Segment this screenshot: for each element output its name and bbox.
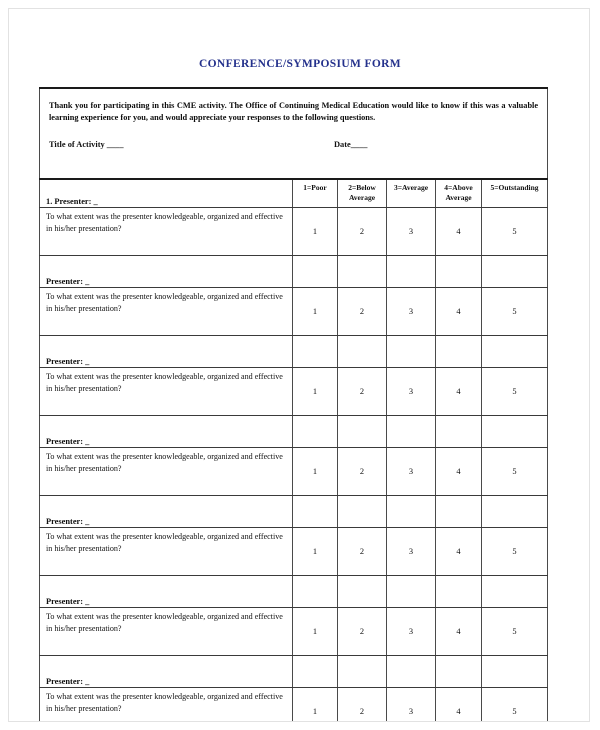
question-row — [40, 368, 548, 416]
question-text: To what extent was the presenter knowledgeable, organized and effective in his/her presentation? — [46, 692, 283, 713]
presenter-label: Presenter: _ — [46, 597, 90, 606]
question-row — [40, 608, 548, 656]
presenter-row — [40, 336, 548, 368]
rating-option-5[interactable]: 5 — [482, 528, 548, 576]
presenter-name-cell[interactable] — [40, 256, 293, 288]
rating-option-1[interactable]: 1 — [293, 208, 338, 256]
presenter-label: Presenter: _ — [46, 357, 90, 366]
rating-option-3[interactable]: 3 — [387, 448, 436, 496]
presenter-row — [40, 256, 548, 288]
presenter-row-spacer-cell — [293, 336, 338, 368]
question-cell — [40, 688, 293, 723]
rating-header-4: 4=Above Average — [436, 179, 482, 208]
presenter-row-spacer-cell — [436, 256, 482, 288]
question-text: To what extent was the presenter knowledgeable, organized and effective in his/her presentation? — [46, 612, 283, 633]
presenter-row-spacer-cell — [338, 256, 387, 288]
rating-option-5[interactable]: 5 — [482, 688, 548, 723]
question-row — [40, 208, 548, 256]
presenter-name-cell[interactable] — [40, 576, 293, 608]
question-row — [40, 688, 548, 723]
presenter-name-cell[interactable] — [40, 179, 293, 208]
rating-option-1[interactable]: 1 — [293, 368, 338, 416]
rating-option-4[interactable]: 4 — [436, 208, 482, 256]
rating-header-5: 5=Outstanding — [482, 179, 548, 208]
rating-option-1[interactable]: 1 — [293, 688, 338, 723]
rating-header-1: 1=Poor — [293, 179, 338, 208]
presenter-label: Presenter: _ — [46, 277, 90, 286]
rating-option-3[interactable]: 3 — [387, 608, 436, 656]
rating-option-2[interactable]: 2 — [338, 448, 387, 496]
rating-option-1[interactable]: 1 — [293, 288, 338, 336]
presenter-row-spacer-cell — [387, 256, 436, 288]
rating-option-3[interactable]: 3 — [387, 208, 436, 256]
rating-header-2: 2=Below Average — [338, 179, 387, 208]
presenter-name-cell[interactable] — [40, 336, 293, 368]
presenter-row-spacer-cell — [293, 256, 338, 288]
presenter-row-spacer-cell — [482, 496, 548, 528]
question-row — [40, 448, 548, 496]
presenter-row-spacer-cell — [436, 496, 482, 528]
rating-option-2[interactable]: 2 — [338, 288, 387, 336]
rating-option-2[interactable]: 2 — [338, 528, 387, 576]
question-text: To what extent was the presenter knowledgeable, organized and effective in his/her presentation? — [46, 212, 283, 233]
presenter-row-spacer-cell — [293, 416, 338, 448]
presenter-row-spacer-cell — [293, 576, 338, 608]
question-text: To what extent was the presenter knowledgeable, organized and effective in his/her presentation? — [46, 292, 283, 313]
presenter-row-spacer-cell — [338, 336, 387, 368]
presenter-row-spacer-cell — [436, 416, 482, 448]
presenter-row — [40, 576, 548, 608]
presenter-row-spacer-cell — [436, 336, 482, 368]
rating-option-4[interactable]: 4 — [436, 368, 482, 416]
rating-option-4[interactable]: 4 — [436, 448, 482, 496]
rating-option-5[interactable]: 5 — [482, 608, 548, 656]
presenter-row — [40, 656, 548, 688]
rating-option-5[interactable]: 5 — [482, 368, 548, 416]
rating-option-4[interactable]: 4 — [436, 288, 482, 336]
rating-option-3[interactable]: 3 — [387, 688, 436, 723]
presenter-row-spacer-cell — [482, 656, 548, 688]
rating-option-5[interactable]: 5 — [482, 288, 548, 336]
question-text: To what extent was the presenter knowledgeable, organized and effective in his/her presentation? — [46, 372, 283, 393]
title-of-activity-field[interactable]: Title of Activity ____ — [49, 139, 124, 149]
rating-option-2[interactable]: 2 — [338, 368, 387, 416]
presenter-row — [40, 496, 548, 528]
question-cell — [40, 208, 293, 256]
presenter-row-spacer-cell — [338, 496, 387, 528]
rating-header-3: 3=Average — [387, 179, 436, 208]
presenter-row-spacer-cell — [436, 576, 482, 608]
presenter-row-spacer-cell — [338, 656, 387, 688]
presenter-name-cell[interactable] — [40, 496, 293, 528]
question-row — [40, 528, 548, 576]
page-title: CONFERENCE/SYMPOSIUM FORM — [198, 58, 401, 70]
presenter-row-spacer-cell — [387, 416, 436, 448]
intro-paragraph: Thank you for participating in this CME activity. The Office of Continuing Medical Education would like to know if this was a valuable learning experience for you, and would appreciate your responses to the following questions. — [49, 101, 539, 123]
presenter-label: 1. Presenter: _ — [46, 197, 98, 206]
presenter-row-spacer-cell — [338, 576, 387, 608]
question-cell — [40, 528, 293, 576]
evaluation-form-table — [39, 87, 548, 722]
presenter-row-spacer-cell — [338, 416, 387, 448]
date-field[interactable]: Date____ — [334, 139, 368, 149]
rating-option-4[interactable]: 4 — [436, 608, 482, 656]
rating-option-5[interactable]: 5 — [482, 448, 548, 496]
question-cell — [40, 368, 293, 416]
question-text: To what extent was the presenter knowledgeable, organized and effective in his/her presentation? — [46, 452, 283, 473]
rating-option-3[interactable]: 3 — [387, 288, 436, 336]
question-cell — [40, 288, 293, 336]
question-text: To what extent was the presenter knowledgeable, organized and effective in his/her presentation? — [46, 532, 283, 553]
document-page — [8, 8, 590, 722]
presenter-label: Presenter: _ — [46, 517, 90, 526]
presenter-name-cell[interactable] — [40, 656, 293, 688]
form-table-body — [40, 88, 548, 722]
rating-option-1[interactable]: 1 — [293, 608, 338, 656]
intro-row — [40, 88, 548, 179]
rating-option-3[interactable]: 3 — [387, 368, 436, 416]
rating-option-4[interactable]: 4 — [436, 528, 482, 576]
presenter-row-spacer-cell — [482, 336, 548, 368]
presenter-label: Presenter: _ — [46, 437, 90, 446]
rating-option-1[interactable]: 1 — [293, 528, 338, 576]
presenter-row-spacer-cell — [482, 576, 548, 608]
question-cell — [40, 448, 293, 496]
question-row — [40, 288, 548, 336]
intro-cell — [40, 88, 548, 179]
rating-option-1[interactable]: 1 — [293, 448, 338, 496]
presenter-row-spacer-cell — [293, 496, 338, 528]
presenter-row-spacer-cell — [482, 256, 548, 288]
rating-option-5[interactable]: 5 — [482, 208, 548, 256]
presenter-row-spacer-cell — [387, 576, 436, 608]
presenter-row-spacer-cell — [387, 496, 436, 528]
presenter-name-cell[interactable] — [40, 416, 293, 448]
presenter-row — [40, 179, 548, 208]
presenter-label: Presenter: _ — [46, 677, 90, 686]
rating-option-2[interactable]: 2 — [338, 208, 387, 256]
presenter-row-spacer-cell — [387, 656, 436, 688]
presenter-row-spacer-cell — [436, 656, 482, 688]
presenter-row-spacer-cell — [387, 336, 436, 368]
rating-option-3[interactable]: 3 — [387, 528, 436, 576]
question-cell — [40, 608, 293, 656]
rating-option-2[interactable]: 2 — [338, 608, 387, 656]
presenter-row-spacer-cell — [482, 416, 548, 448]
presenter-row-spacer-cell — [293, 656, 338, 688]
rating-option-2[interactable]: 2 — [338, 688, 387, 723]
presenter-row — [40, 416, 548, 448]
rating-option-4[interactable]: 4 — [436, 688, 482, 723]
activity-date-line — [49, 140, 538, 153]
